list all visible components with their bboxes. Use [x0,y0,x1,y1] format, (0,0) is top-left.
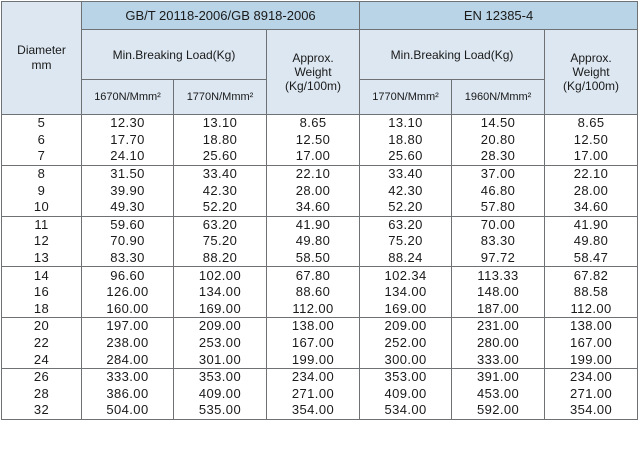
gb-1770-cell: 134.00 [174,284,267,301]
table-row [2,267,638,284]
en-weight-cell: 138.00 [545,318,638,335]
en-1770-cell: 52.20 [360,199,452,216]
en-weight-cell: 167.00 [545,335,638,352]
gb-1770-cell: 25.60 [174,148,267,165]
gb-1770-cell: 18.80 [174,132,267,149]
en-weight-cell: 271.00 [545,386,638,403]
diameter-cell: 9 [2,182,82,199]
gb-1670-cell: 39.90 [82,182,174,199]
gb-1770-cell: 13.10 [174,115,267,132]
en-1960-cell: 37.00 [452,165,545,182]
en-1770-cell: 534.00 [360,402,452,419]
diameter-header: Diameter mm [2,2,82,115]
wire-rope-spec-table [1,1,638,420]
gb-1670-cell: 197.00 [82,318,174,335]
table-row [2,250,638,267]
gb-1770-cell: 102.00 [174,267,267,284]
gb-1670-cell: 70.90 [82,233,174,250]
diameter-cell: 26 [2,368,82,385]
en-1770-cell: 252.00 [360,335,452,352]
en-1960-cell: 83.30 [452,233,545,250]
gb-1770-cell: 88.20 [174,250,267,267]
gb-1670-cell: 284.00 [82,351,174,368]
gb-weight-cell: 8.65 [267,115,360,132]
gb-weight-cell: 138.00 [267,318,360,335]
en-1770-cell: 33.40 [360,165,452,182]
en-1960-cell: 280.00 [452,335,545,352]
gb-1670-cell: 126.00 [82,284,174,301]
table-row [2,199,638,216]
en-weight-cell: 88.58 [545,284,638,301]
gb-1670-cell: 504.00 [82,402,174,419]
diameter-cell: 16 [2,284,82,301]
en-weight-cell: 67.82 [545,267,638,284]
diameter-cell: 13 [2,250,82,267]
en-1960-cell: 70.00 [452,216,545,233]
en-1960-cell: 46.80 [452,182,545,199]
en-1770-cell: 88.24 [360,250,452,267]
en-1770-cell: 209.00 [360,318,452,335]
gb-1770-cell: 63.20 [174,216,267,233]
gb-weight-cell: 28.00 [267,182,360,199]
en-1960-cell: 28.30 [452,148,545,165]
table-header [2,2,638,115]
en-1960-cell: 57.80 [452,199,545,216]
gb-1770-cell: 42.30 [174,182,267,199]
en-1960-cell: 20.80 [452,132,545,149]
table-row [2,233,638,250]
diameter-cell: 28 [2,386,82,403]
table-row [2,165,638,182]
gb-1670-cell: 386.00 [82,386,174,403]
en-1960-cell: 14.50 [452,115,545,132]
gb-min-breaking-header: Min.Breaking Load(Kg) [82,30,267,80]
table-row [2,148,638,165]
en-weight-cell: 58.47 [545,250,638,267]
diameter-cell: 6 [2,132,82,149]
gb-weight-cell: 34.60 [267,199,360,216]
gb-weight-cell: 12.50 [267,132,360,149]
gb-weight-cell: 22.10 [267,165,360,182]
diameter-cell: 5 [2,115,82,132]
gb-1770-cell: 409.00 [174,386,267,403]
en-1770-cell: 42.30 [360,182,452,199]
table-row [2,335,638,352]
gb-1670-cell: 17.70 [82,132,174,149]
en-1960-cell: 187.00 [452,301,545,318]
en-1770-cell: 63.20 [360,216,452,233]
gb-weight-cell: 354.00 [267,402,360,419]
table-row [2,386,638,403]
gb-1770-cell: 52.20 [174,199,267,216]
en-weight-cell: 199.00 [545,351,638,368]
gb-1770-cell: 301.00 [174,351,267,368]
diameter-cell: 7 [2,148,82,165]
gb-1670-cell: 24.10 [82,148,174,165]
en-1770-cell: 18.80 [360,132,452,149]
table-row [2,351,638,368]
table-body [2,115,638,420]
gb-weight-cell: 234.00 [267,368,360,385]
en-1770-cell: 409.00 [360,386,452,403]
table-row [2,182,638,199]
diameter-cell: 24 [2,351,82,368]
en-weight-cell: 34.60 [545,199,638,216]
gb-standard-header: GB/T 20118-2006/GB 8918-2006 [82,2,360,30]
gb-1670-cell: 49.30 [82,199,174,216]
gb-1770-cell: 535.00 [174,402,267,419]
gb-weight-cell: 41.90 [267,216,360,233]
en-weight-cell: 354.00 [545,402,638,419]
diameter-cell: 22 [2,335,82,352]
en-weight-cell: 49.80 [545,233,638,250]
table-row [2,301,638,318]
table-row [2,318,638,335]
gb-1670-cell: 59.60 [82,216,174,233]
gb-1770-cell: 169.00 [174,301,267,318]
gb-weight-cell: 67.80 [267,267,360,284]
wire-rope-spec-table-container [1,1,639,470]
en-weight-header: Approx. Weight (Kg/100m) [545,30,638,115]
en-grade-1770-header: 1770N/Mmm² [360,80,452,115]
gb-weight-cell: 271.00 [267,386,360,403]
gb-1670-cell: 83.30 [82,250,174,267]
en-1960-cell: 453.00 [452,386,545,403]
diameter-cell: 11 [2,216,82,233]
en-1770-cell: 25.60 [360,148,452,165]
gb-weight-cell: 58.50 [267,250,360,267]
en-1770-cell: 134.00 [360,284,452,301]
en-1960-cell: 113.33 [452,267,545,284]
en-1770-cell: 353.00 [360,368,452,385]
en-1770-cell: 300.00 [360,351,452,368]
en-weight-cell: 234.00 [545,368,638,385]
diameter-cell: 12 [2,233,82,250]
diameter-cell: 32 [2,402,82,419]
en-weight-cell: 41.90 [545,216,638,233]
table-row [2,284,638,301]
gb-1770-cell: 253.00 [174,335,267,352]
en-weight-cell: 22.10 [545,165,638,182]
gb-1670-cell: 238.00 [82,335,174,352]
diameter-cell: 20 [2,318,82,335]
en-min-breaking-header: Min.Breaking Load(Kg) [360,30,545,80]
en-1960-cell: 592.00 [452,402,545,419]
table-row [2,216,638,233]
en-1770-cell: 75.20 [360,233,452,250]
gb-grade-1770-header: 1770N/Mmm² [174,80,267,115]
table-row [2,132,638,149]
diameter-cell: 10 [2,199,82,216]
en-grade-1960-header: 1960N/Mmm² [452,80,545,115]
en-1960-cell: 148.00 [452,284,545,301]
table-row [2,368,638,385]
diameter-cell: 8 [2,165,82,182]
en-1960-cell: 231.00 [452,318,545,335]
gb-1670-cell: 96.60 [82,267,174,284]
en-standard-header: EN 12385-4 [360,2,638,30]
en-1960-cell: 391.00 [452,368,545,385]
gb-weight-cell: 167.00 [267,335,360,352]
gb-1770-cell: 33.40 [174,165,267,182]
table-row [2,402,638,419]
diameter-cell: 14 [2,267,82,284]
en-weight-cell: 17.00 [545,148,638,165]
gb-weight-cell: 199.00 [267,351,360,368]
en-1770-cell: 13.10 [360,115,452,132]
en-1770-cell: 102.34 [360,267,452,284]
gb-weight-cell: 88.60 [267,284,360,301]
en-weight-cell: 12.50 [545,132,638,149]
gb-1670-cell: 12.30 [82,115,174,132]
en-1770-cell: 169.00 [360,301,452,318]
diameter-cell: 18 [2,301,82,318]
gb-grade-1670-header: 1670N/Mmm² [82,80,174,115]
gb-1670-cell: 31.50 [82,165,174,182]
table-row [2,115,638,132]
en-1960-cell: 97.72 [452,250,545,267]
gb-1770-cell: 209.00 [174,318,267,335]
en-weight-cell: 112.00 [545,301,638,318]
en-weight-cell: 28.00 [545,182,638,199]
gb-weight-cell: 17.00 [267,148,360,165]
gb-1670-cell: 160.00 [82,301,174,318]
gb-1670-cell: 333.00 [82,368,174,385]
gb-weight-header: Approx. Weight (Kg/100m) [267,30,360,115]
en-weight-cell: 8.65 [545,115,638,132]
gb-weight-cell: 112.00 [267,301,360,318]
gb-1770-cell: 353.00 [174,368,267,385]
gb-weight-cell: 49.80 [267,233,360,250]
en-1960-cell: 333.00 [452,351,545,368]
gb-1770-cell: 75.20 [174,233,267,250]
